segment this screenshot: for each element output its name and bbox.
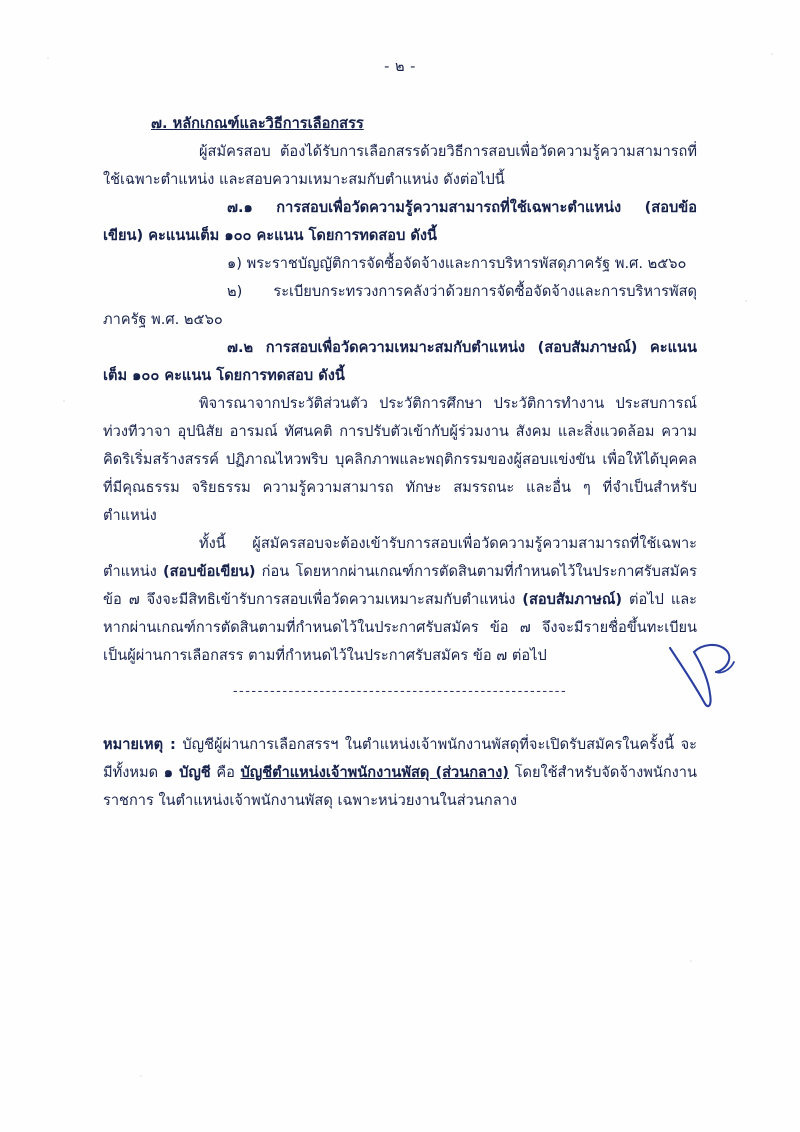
note-account-name: บัญชีตำแหน่งเจ้าพนักงานพัสดุ (ส่วนกลาง) (240, 764, 509, 782)
note-paragraph (103, 731, 697, 815)
note-label: หมายเหตุ : (103, 736, 176, 754)
paragraph-7-2: ๗.๒ การสอบเพื่อวัดความเหมาะสมกับตำแหน่ง (สอบสัมภาษณ์) คะแนนเต็ม ๑๐๐ คะแนน โดยการทดสอบ ดังนี้ (103, 339, 697, 385)
note-part-1: บัญชีผู้ผ่านการเลือกสรรฯ ในตำแหน่งเจ้าพนักงานพัสดุที่จะเปิดรับสมัครในครั้งนี้ จะมีทั้งหมด (103, 736, 697, 782)
note-part-3: โดยใช้สำหรับจัดจ้างพนักงานราชการ ในตำแหน่งเจ้าพนักงานพัสดุ เฉพาะหน่วยงานในส่วนกลาง (103, 764, 697, 810)
final-bold-written-exam: (สอบข้อเขียน) (162, 563, 256, 581)
paragraph-final (103, 530, 697, 670)
page-number: - ๒ - (384, 59, 416, 75)
divider-line: ------------------------------------------------------ (232, 684, 568, 700)
final-part-1: ทั้งนี้ ผู้สมัครสอบจะต้องเข้ารับการสอบเพื่อวัดความรู้ความสามารถที่ใช้เฉพาะตำแหน่ง (103, 535, 697, 581)
note-part-2: คือ (210, 764, 241, 782)
section-heading (103, 110, 697, 138)
document-body (103, 110, 697, 815)
scan-speck (63, 400, 65, 402)
scan-speck (140, 1075, 142, 1077)
section-heading-text: ๗. หลักเกณฑ์และวิธีการเลือกสรร (151, 115, 364, 132)
final-bold-interview: (สอบสัมภาษณ์) (522, 591, 623, 609)
paragraph-item-1: ๑) พระราชบัญญัติการจัดซื้อจัดจ้างและการบริหารพัสดุภาครัฐ พ.ศ. ๒๕๖๐ (227, 255, 687, 273)
final-part-3: ต่อไป และหากผ่านเกณฑ์การตัดสินตามที่กำหนดไว้ในประกาศรับสมัคร ข้อ ๗ จึงจะมีรายชื่อขึ้นทะเบียนเป็นผู้ผ่านการเลือกสรร ตามที่กำหนดไว้ในประกาศรับสมัคร ข้อ ๗ ต่อไป (103, 591, 698, 665)
paragraph-criteria: พิจารณาจากประวัติส่วนตัว ประวัติการศึกษา ประวัติการทำงาน ประสบการณ์ ท่วงทีวาจา อุปนิสัย อารมณ์ ทัศนคติ การปรับตัวเข้ากับผู้ร่วมงาน สังคม และสิ่งแวดล้อม ความคิดริเริ่มสร้างสรรค์ ปฏิภาณไหวพริบ บุคลิกภาพและพฤติกรรมของผู้สอบแข่งขัน เพื่อให้ได้บุคคลที่มีคุณธรรม จริยธรรม ความรู้ความสามารถ ทักษะ สมรรถนะ และอื่น ๆ ที่จำเป็นสำหรับตำแหน่ง (103, 395, 697, 525)
paragraph-item-2: ๒) ระเบียบกระทรวงการคลังว่าด้วยการจัดซื้อจัดจ้างและการบริหารพัสดุภาครัฐ พ.ศ. ๒๕๖๐ (103, 283, 697, 329)
note-bold-count: ๑ บัญชี (163, 764, 211, 782)
scan-speck (690, 960, 692, 962)
final-part-2: ก่อน โดยหากผ่านเกณฑ์การตัดสินตามที่กำหนดไว้ในประกาศรับสมัคร ข้อ ๗ จึงจะมีสิทธิเข้ารับการสอบเพื่อวัดความเหมาะสมกับตำแหน่ง (103, 563, 697, 609)
scan-speck (745, 300, 747, 302)
paragraph-intro: ผู้สมัครสอบ ต้องได้รับการเลือกสรรด้วยวิธีการสอบเพื่อวัดความรู้ความสามารถที่ใช้เฉพาะตำแหน่ง และสอบความเหมาะสมกับตำแหน่ง ดังต่อไปนี้ (103, 143, 697, 189)
paragraph-7-1: ๗.๑ การสอบเพื่อวัดความรู้ความสามารถที่ใช้เฉพาะตำแหน่ง (สอบข้อเขียน) คะแนนเต็ม ๑๐๐ คะแนน โดยการทดสอบ ดังนี้ (103, 199, 697, 245)
